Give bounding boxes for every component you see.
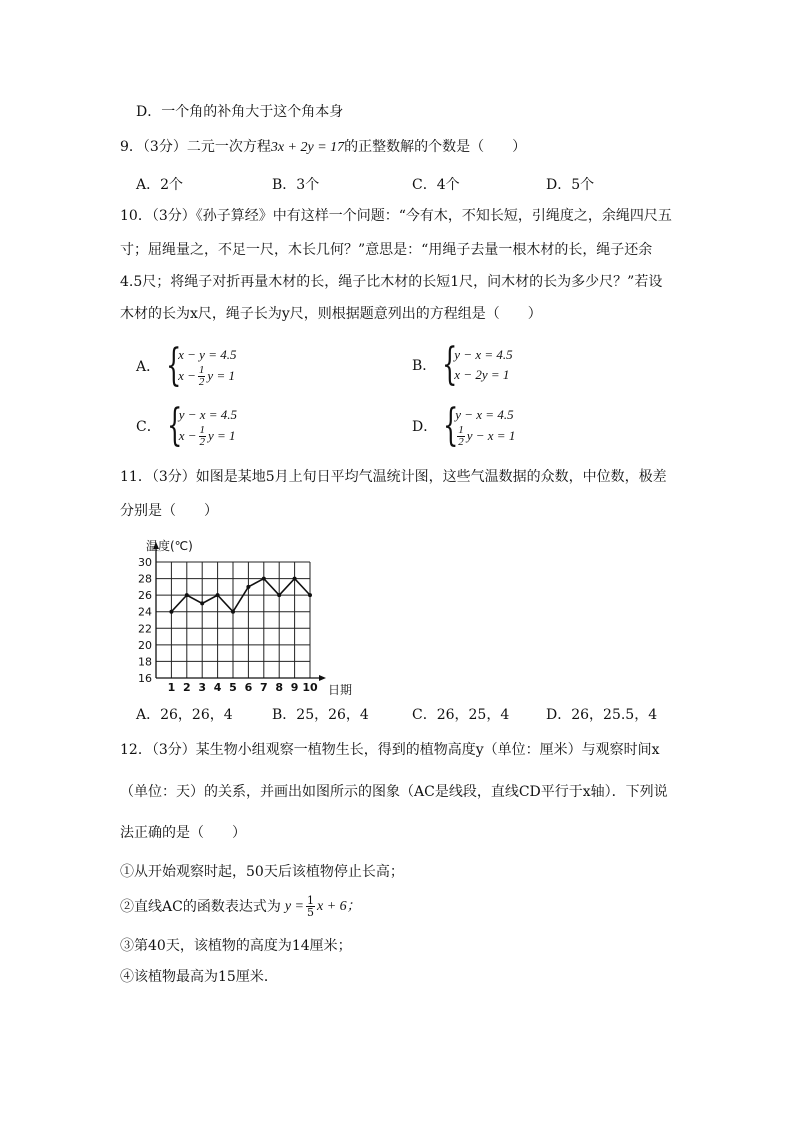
q10-line-4: 木材的长为x尺，绳子长为y尺，则根据题意列出的方程组是（ ）: [120, 306, 542, 322]
x-tick-label: 2: [182, 681, 191, 694]
q10-c-eq1: y − x = 4.5: [178, 406, 238, 422]
q10-option-a-label: A．: [136, 359, 161, 375]
x-tick-label: 6: [244, 681, 253, 694]
q8-option-d: D．一个角的补角大于这个角本身: [136, 104, 344, 120]
y-tick-label: 16: [138, 672, 152, 685]
data-point: [308, 593, 312, 597]
q12-item-1: ①从开始观察时起，50天后该植物停止长高；: [120, 864, 404, 880]
data-point: [246, 585, 250, 589]
q9-option-d[interactable]: D．5个: [546, 177, 595, 193]
x-tick-label: 8: [275, 681, 284, 694]
data-point: [231, 610, 235, 614]
x-tick-label: 9: [290, 681, 299, 694]
q10-a-eq2: x − $\frac{1}{2}$ y = 1: [178, 363, 235, 388]
brace-icon: {: [166, 400, 183, 451]
q12-line-3: 法正确的是（ ）: [120, 825, 246, 841]
data-point: [169, 610, 173, 614]
q10-d-eq1: y − x = 4.5: [455, 406, 514, 422]
q10-option-c-label: C．: [136, 419, 161, 435]
y-tick-label: 26: [138, 589, 152, 603]
q10-option-a[interactable]: [136, 340, 236, 392]
y-tick-label: 24: [138, 605, 152, 619]
q10-option-d-label: D．: [412, 419, 438, 435]
data-point: [293, 577, 297, 581]
y-tick-label: 28: [138, 572, 152, 586]
q10-b-eq1: y − x = 4.5: [454, 347, 513, 362]
q11-option-b[interactable]: B．25，26，4: [272, 707, 369, 723]
q12-line-1: 12．（3分）某生物小组观察一植物生长，得到的植物高度y（单位：厘米）与观察时间x: [120, 742, 660, 758]
x-tick-label: 7: [259, 681, 268, 694]
brace-icon: {: [443, 400, 459, 451]
data-point: [185, 593, 189, 597]
data-point: [216, 593, 220, 597]
q9-option-a[interactable]: A．2个: [136, 177, 184, 193]
q11-line-2: 分别是（ ）: [120, 503, 218, 519]
chart-x-label: 日期: [328, 683, 353, 697]
q9-option-c[interactable]: C．4个: [412, 177, 460, 193]
brace-icon: {: [166, 340, 182, 391]
data-point: [277, 593, 281, 597]
q9-prefix: 9．（3分）二元一次方程: [120, 139, 271, 155]
q9-stem: [120, 137, 526, 158]
chart-y-label: 温度(℃): [146, 539, 193, 553]
q11-option-d[interactable]: D．26，25.5，4: [546, 707, 658, 723]
data-point: [200, 601, 204, 605]
data-point: [262, 577, 266, 581]
x-tick-label: 1: [167, 681, 176, 694]
q9-suffix: 的正整数解的个数是（ ）: [344, 139, 527, 155]
q10-line-2: 寸；屈绳量之，不足一尺，木长几何？”意思是：“用绳子去量一根木材的长，绳子还余: [120, 242, 653, 258]
q10-option-c[interactable]: [136, 400, 237, 452]
q11-option-a[interactable]: A．26，26，4: [136, 707, 233, 723]
x-tick-label: 4: [213, 681, 222, 694]
q10-c-eq2: x − $\frac{1}{2}$ y = 1: [178, 423, 236, 448]
q12-line-2: （单位：天）的关系，并画出如图所示的图象（AC是线段，直线CD平行于x轴）．下列说: [120, 784, 668, 800]
chart-y-ticks: [138, 556, 152, 685]
brace-icon: {: [442, 339, 458, 390]
q10-option-d[interactable]: [412, 400, 515, 452]
q10-d-eq2: $\frac{1}{2}$ y − x = 1: [458, 423, 516, 448]
x-tick-label: 10: [302, 681, 318, 694]
y-tick-label: 30: [138, 556, 152, 569]
y-tick-label: 20: [138, 638, 152, 652]
q10-line-1: 10．（3分）《孙子算经》中有这样一个问题：“今有木，不知长短，引绳度之，余绳四尺五: [120, 208, 672, 224]
y-tick-label: 22: [138, 622, 152, 636]
q9-option-b[interactable]: B．3个: [272, 177, 320, 193]
q11-option-c[interactable]: C．26，25，4: [412, 707, 510, 723]
q12-item-4: ④该植物最高为15厘米．: [120, 969, 278, 985]
q9-equation: 3x + 2y = 17: [270, 140, 345, 155]
q12-item-3: ③第40天，该植物的高度为14厘米；: [120, 938, 352, 954]
q12-item-2: ②直线AC的函数表达式为 y = $\frac{1}{5}$ x + 6；: [120, 894, 361, 919]
x-tick-label: 5: [229, 681, 237, 694]
q10-option-b-label: B．: [412, 358, 437, 374]
q10-b-eq2: x − 2y = 1: [454, 367, 510, 382]
q10-a-eq1: x − y = 4.5: [178, 346, 237, 362]
x-axis-arrow-icon: [319, 675, 326, 681]
y-tick-label: 18: [138, 655, 152, 669]
q10-line-3: 4.5尺；将绳子对折再量木材的长，绳子比木材的长短1尺，问木材的长为多少尺？”若设: [120, 274, 663, 290]
x-tick-label: 3: [198, 681, 207, 694]
q10-option-b[interactable]: [412, 339, 513, 390]
chart-grid: [156, 562, 310, 678]
chart-x-ticks: [168, 681, 318, 694]
q11-line-1: 11．（3分）如图是某地5月上旬日平均气温统计图，这些气温数据的众数，中位数，极差: [120, 469, 667, 485]
temperature-line-chart: [118, 536, 358, 701]
